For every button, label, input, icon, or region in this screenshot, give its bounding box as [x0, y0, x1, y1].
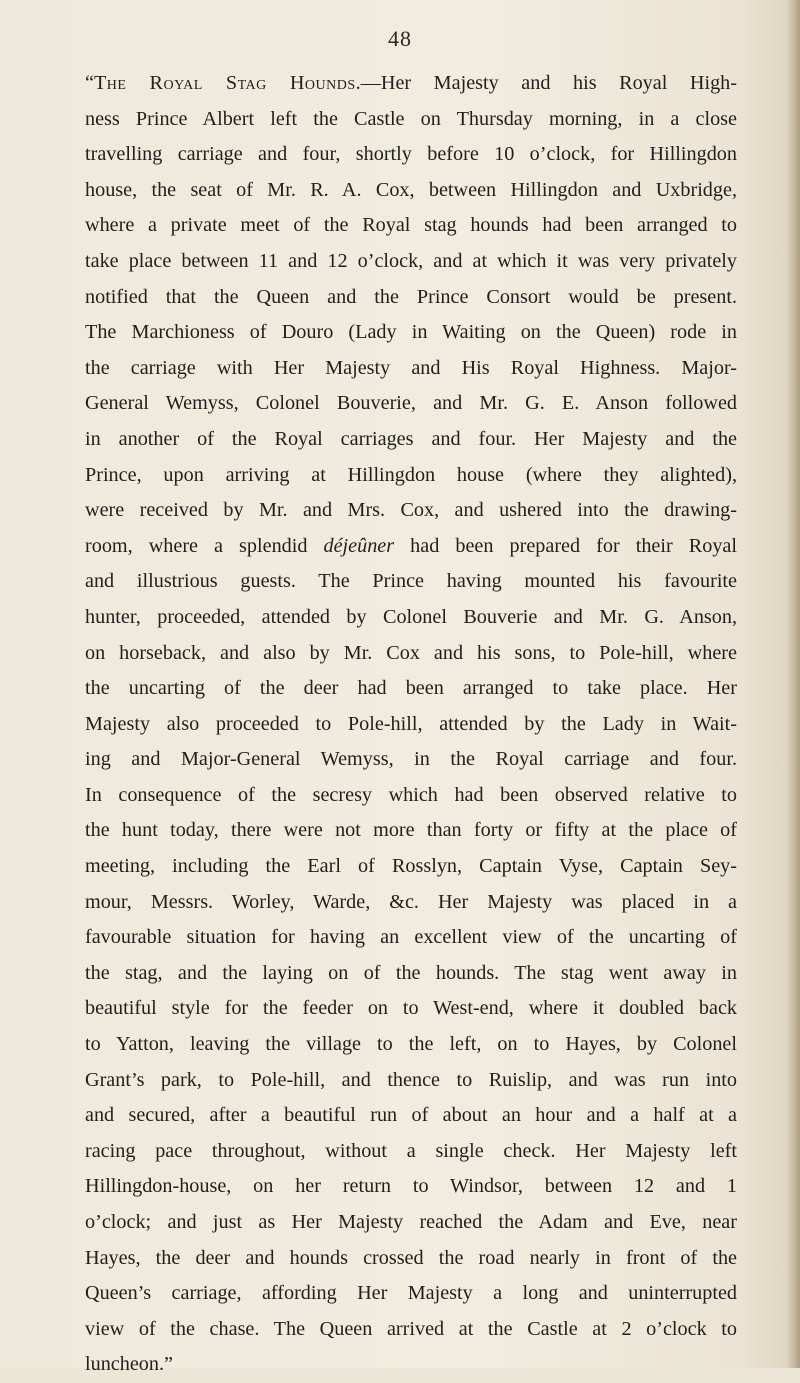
- text-line: house, the seat of Mr. R. A. Cox, between Hillingdon and Uxbridge,: [85, 178, 737, 201]
- text-line: Queen’s carriage, affording Her Majesty a long and uninterrupted: [85, 1282, 737, 1305]
- text-line: travelling carriage and four, shortly before 10 o’clock, for Hillingdon: [85, 143, 737, 166]
- text-line: where a private meet of the Royal stag hounds had been arranged to: [85, 214, 737, 237]
- text-line: ing and Major-General Wemyss, in the Royal carriage and four.: [85, 748, 737, 771]
- text-line: Majesty also proceeded to Pole-hill, attended by the Lady in Wait-: [85, 712, 737, 735]
- text-line: and illustrious guests. The Prince having mounted his favourite: [85, 570, 737, 593]
- article-heading: The Royal Stag Hounds: [93, 72, 356, 94]
- text-line: hunter, proceeded, attended by Colonel Bouverie and Mr. G. Anson,: [85, 605, 737, 628]
- text-line: racing pace throughout, without a single check. Her Majesty left: [85, 1139, 737, 1162]
- text-line: favourable situation for having an excellent view of the uncarting of: [85, 926, 737, 949]
- page-edge-shadow: [786, 0, 800, 1368]
- text-line: mour, Messrs. Worley, Warde, &c. Her Majesty was placed in a: [85, 890, 737, 913]
- text-line: in another of the Royal carriages and four. Her Majesty and the: [85, 427, 737, 450]
- text-line: the hunt today, there were not more than forty or fifty at the place of: [85, 819, 737, 842]
- text-line: Hayes, the deer and hounds crossed the road nearly in front of the: [85, 1246, 737, 1269]
- text-line: to Yatton, leaving the village to the left, on to Hayes, by Colonel: [85, 1033, 737, 1056]
- text-line: General Wemyss, Colonel Bouverie, and Mr. G. E. Anson followed: [85, 392, 737, 415]
- text-line: Hillingdon-house, on her return to Windsor, between 12 and 1: [85, 1175, 737, 1198]
- text-line: meeting, including the Earl of Rosslyn, Captain Vyse, Captain Sey-: [85, 855, 737, 878]
- text-line: the stag, and the laying on of the hounds. The stag went away in: [85, 961, 737, 984]
- text-line: Prince, upon arriving at Hillingdon house (where they alighted),: [85, 463, 737, 486]
- article-paragraph: [85, 66, 737, 1383]
- text-line: view of the chase. The Queen arrived at the Castle at 2 o’clock to: [85, 1317, 737, 1340]
- text-line: beautiful style for the feeder on to West-end, where it doubled back: [85, 997, 737, 1020]
- italic-word: déjeûner: [323, 534, 395, 557]
- page-number: 48: [388, 26, 412, 51]
- text-line: on horseback, and also by Mr. Cox and his sons, to Pole-hill, where: [85, 641, 737, 664]
- text-line: ness Prince Albert left the Castle on Thursday morning, in a close: [85, 107, 737, 130]
- text-line: were received by Mr. and Mrs. Cox, and ushered into the drawing-: [85, 499, 737, 522]
- text-line: notified that the Queen and the Prince Consort would be present.: [85, 285, 737, 308]
- text-line: The Marchioness of Douro (Lady in Waiting on the Queen) rode in: [85, 321, 737, 344]
- text-line: In consequence of the secresy which had been observed relative to: [85, 783, 737, 806]
- text-line: o’clock; and just as Her Majesty reached the Adam and Eve, near: [85, 1211, 737, 1233]
- text-line: and secured, after a beautiful run of about an hour and a half at a: [85, 1104, 737, 1127]
- text-line: luncheon.”: [85, 1353, 174, 1376]
- text-line: the uncarting of the deer had been arranged to take place. Her: [85, 677, 737, 700]
- text-line: “The Royal Stag Hounds.—Her Majesty and his Royal High-: [85, 72, 737, 94]
- text-line: take place between 11 and 12 o’clock, and at which it was very privately: [85, 249, 737, 272]
- text-line: the carriage with Her Majesty and His Royal Highness. Major-: [85, 356, 737, 379]
- text-line: room, where a splendid déjeûner had been prepared for their Royal: [85, 534, 737, 557]
- text-line: Grant’s park, to Pole-hill, and thence to Ruislip, and was run into: [85, 1068, 737, 1091]
